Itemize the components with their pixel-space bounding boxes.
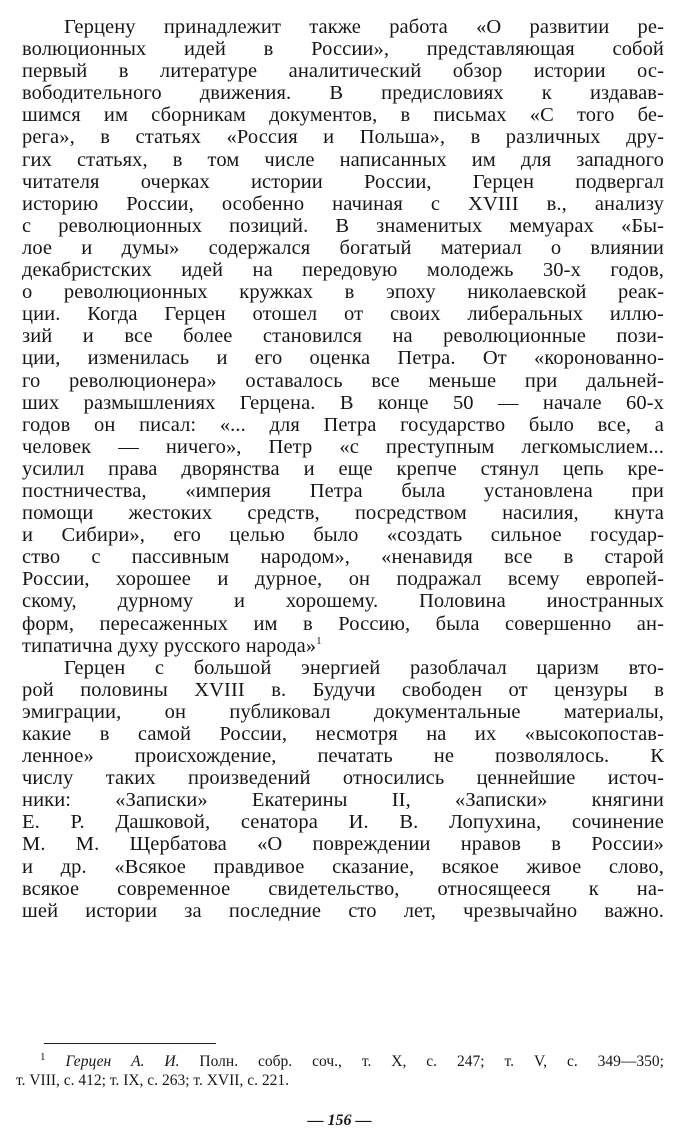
text-line: ленное» происхождение, печатать не позволялось. К	[22, 745, 664, 768]
text-line: какие в самой России, несмотря на их «высокопостав-	[22, 723, 664, 745]
text-line: первый в литературе аналитический обзор истории ос-	[22, 60, 664, 83]
text-line: ство с пассивным народом», «ненавидя все в старой	[22, 546, 664, 569]
text-line: и Сибири», его целью было «создать сильное государ-	[22, 524, 664, 547]
page-number: — 156 —	[307, 1112, 372, 1129]
footnote-author: Герцен А. И.	[65, 1053, 180, 1070]
text-line: го революционера» оставалось все меньше при дальней-	[22, 369, 664, 392]
text-line: числу таких произведений относились ценнейшие источ-	[22, 767, 664, 790]
text-line	[22, 635, 664, 657]
text-line: постничества, «империя Петра была установлена при	[22, 479, 664, 502]
text-line: читателя очерках истории России, Герцен подвергал	[22, 170, 664, 193]
text-line: лое и думы» содержался богатый материал о влиянии	[22, 236, 664, 259]
text-line: скому, дурному и хорошему. Половина иностранных	[22, 590, 664, 613]
footnote-line: т. VIII, с. 412; т. IX, с. 263; т. XVII, с. 221.	[16, 1072, 289, 1089]
footnote-divider	[44, 1043, 216, 1044]
text-line: вободительного движения. В предисловиях к издавав-	[22, 82, 664, 105]
footnote	[16, 1052, 664, 1090]
footnote-marker: 1	[40, 1050, 46, 1063]
text-line: рой половины XVIII в. Будучи свободен от цензуры в	[22, 678, 664, 701]
footnote-line	[16, 1052, 664, 1071]
text-line: Герцен с большой энергией разоблачал царизм вто-	[64, 656, 664, 679]
text-line: о революционных кружках в эпоху николаевской реак-	[22, 281, 664, 304]
text-line: ники: «Записки» Екатерины II, «Записки» княгини	[22, 789, 664, 812]
text-line: шей истории за последние сто лет, чрезвычайно важно.	[22, 899, 664, 922]
text-line: историю России, особенно начиная с XVIII в., анализу	[22, 192, 664, 215]
text-line: Герцену принадлежит также работа «О развитии ре-	[64, 16, 664, 38]
text-line: М. М. Щербатова «О повреждении нравов в России»	[22, 833, 664, 856]
text-line: зий и все более становился на революционные пози-	[22, 325, 664, 348]
text-line-content: типатична духу русского народа»	[22, 634, 317, 657]
text-line: ших размышлениях Герцена. В конце 50 — начале 60-х	[22, 391, 664, 414]
footnote-reference: 1	[316, 634, 322, 647]
body-text	[22, 16, 664, 922]
text-line: с революционных позиций. В знаменитых мемуарах «Бы-	[22, 214, 664, 237]
text-line: всякое современное свидетельство, относящееся к на-	[22, 877, 664, 900]
text-line: декабристских идей на передовую молодежь 30-х годов,	[22, 259, 664, 282]
text-line: России, хорошее и дурное, он подражал всему европей-	[22, 568, 664, 591]
text-line: форм, пересаженных им в Россию, была совершенно ан-	[22, 612, 664, 635]
text-line: усилил права дворянства и еще крепче стянул цепь кре-	[22, 457, 664, 480]
footnote-citation: Полн. собр. соч., т. X, с. 247; т. V, с. 349—350;	[199, 1053, 664, 1070]
text-line: гих статьях, в том числе написанных им для западного	[22, 148, 664, 171]
text-line: ции, изменилась и его оценка Петра. От «коронованно-	[22, 347, 664, 370]
text-line: шимся им сборникам документов, в письмах «С того бе-	[22, 104, 664, 127]
text-line: помощи жестоких средств, посредством насилия, кнута	[22, 502, 664, 525]
text-line: Е. Р. Дашковой, сенатора И. В. Лопухина, сочинение	[22, 811, 664, 834]
text-line: ции. Когда Герцен отошел от своих либеральных иллю-	[22, 303, 664, 326]
text-line: годов он писал: «... для Петра государство было все, а	[22, 413, 664, 436]
text-line: человек — ничего», Петр «с преступным легкомыслием...	[22, 435, 664, 458]
text-line: эмиграции, он публиковал документальные материалы,	[22, 700, 664, 723]
text-line: волюционных идей в России», представляющая собой	[22, 38, 664, 61]
text-line: и др. «Всякое правдивое сказание, всякое живое слово,	[22, 855, 664, 878]
text-line: рега», в статьях «Россия и Польша», в различных дру-	[22, 126, 664, 149]
